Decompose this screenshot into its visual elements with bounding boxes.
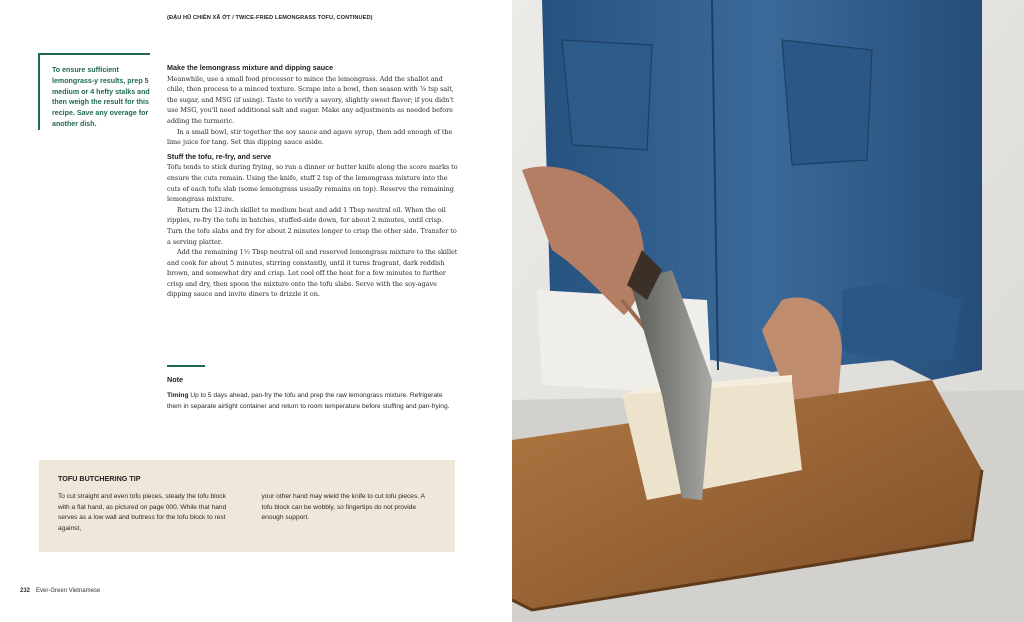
tofu-cutting-photo bbox=[512, 0, 1024, 622]
tip-box-column-1: To cut straight and even tofu pieces, steady the tofu block with a flat hand, as pictured on page 000. While that hand serves as a low wall and buttress for the tofu block to rest against, bbox=[58, 493, 227, 532]
section-heading-stuff-tofu: Stuff the tofu, re-fry, and serve bbox=[167, 151, 272, 161]
note-divider bbox=[167, 365, 205, 367]
note-text: Up to 5 days ahead, pan-fry the tofu and prep the raw lemongrass mixture. Refrigerate them in separate airtight container and return to room temperature before stuffing and pan-frying. bbox=[167, 392, 450, 410]
folio bbox=[20, 588, 100, 594]
sidebar-tip bbox=[38, 53, 150, 130]
left-sleeve bbox=[842, 286, 962, 362]
shirt-pocket bbox=[782, 40, 872, 165]
note-heading: Note bbox=[167, 375, 183, 384]
running-head: (ĐẬU HŨ CHIÊN XÃ ỚT / TWICE-FRIED LEMONGRASS TOFU, CONTINUED) bbox=[167, 15, 373, 21]
recipe-body bbox=[167, 63, 459, 300]
paragraph: Return the 12-inch skillet to medium heat and add 1 Tbsp neutral oil. When the oil ripples, re-fry the tofu in batches, stuffed-side down, for about 2 minutes, until crisp. Turn the tofu slabs and fry for about 2 minutes longer to crisp the other side. Transfer to a serving platter. bbox=[167, 205, 457, 246]
shirt-pocket-left bbox=[562, 40, 652, 150]
paragraph: Meanwhile, use a small food processor to mince the lemongrass. Add the shallot and chile, then process to a minced texture. Scrape into a bowl, then season with ⅞ tsp salt, the sugar, and MSG (if using). Taste to verify a savory, slightly sweet flavor; if you didn't use MSG, you'll need additional salt and sugar. Make any adjustments as needed before adding the turmeric. bbox=[167, 74, 454, 125]
photo-illustration bbox=[512, 0, 1024, 622]
book-title: Ever-Green Vietnamese bbox=[36, 588, 101, 594]
page-number: 232 bbox=[20, 588, 31, 594]
tofu-tip-box bbox=[39, 460, 455, 552]
note-body bbox=[167, 391, 457, 412]
tip-box-column-2: your other hand may wield the knife to cut tofu pieces. A tofu block can be wobbly, so fingertips do not provide enough support. bbox=[261, 493, 425, 522]
section-heading-lemongrass: Make the lemongrass mixture and dipping sauce bbox=[167, 63, 334, 72]
paragraph: In a small bowl, stir together the soy sauce and agave syrup, then add enough of the lime juice for tang. Set this dipping sauce aside. bbox=[167, 127, 453, 147]
paragraph: Add the remaining 1½ Tbsp neutral oil and reserved lemongrass mixture to the skillet and cook for about 5 minutes, stirring constantly, until it turns fragrant, dark reddish brown, and somewhat dry and crisp. Let cool off the heat for a few minutes to further crisp and dry, then spoon the mixture onto the tofu slabs. Serve with the soy-agave dipping sauce and invite diners to drizzle it on. bbox=[167, 248, 458, 299]
note-label: Timing bbox=[167, 392, 189, 399]
paragraph: Tofu tends to stick during frying, so run a dinner or butter knife along the score marks to ensure the cuts remain. Using the knife, stuff 2 tsp of the lemongrass mixture into the cuts of each tofu slab (some lemongrass usually remains on top). Reserve the remaining lemongrass mixture. bbox=[167, 163, 458, 204]
tip-box-title: TOFU BUTCHERING TIP bbox=[58, 474, 141, 483]
sidebar-tip-text: To ensure sufficient lemongrass-y results, prep 5 medium or 4 hefty stalks and then weigh the result for this recipe. Save any overage for another dish. bbox=[52, 66, 150, 128]
